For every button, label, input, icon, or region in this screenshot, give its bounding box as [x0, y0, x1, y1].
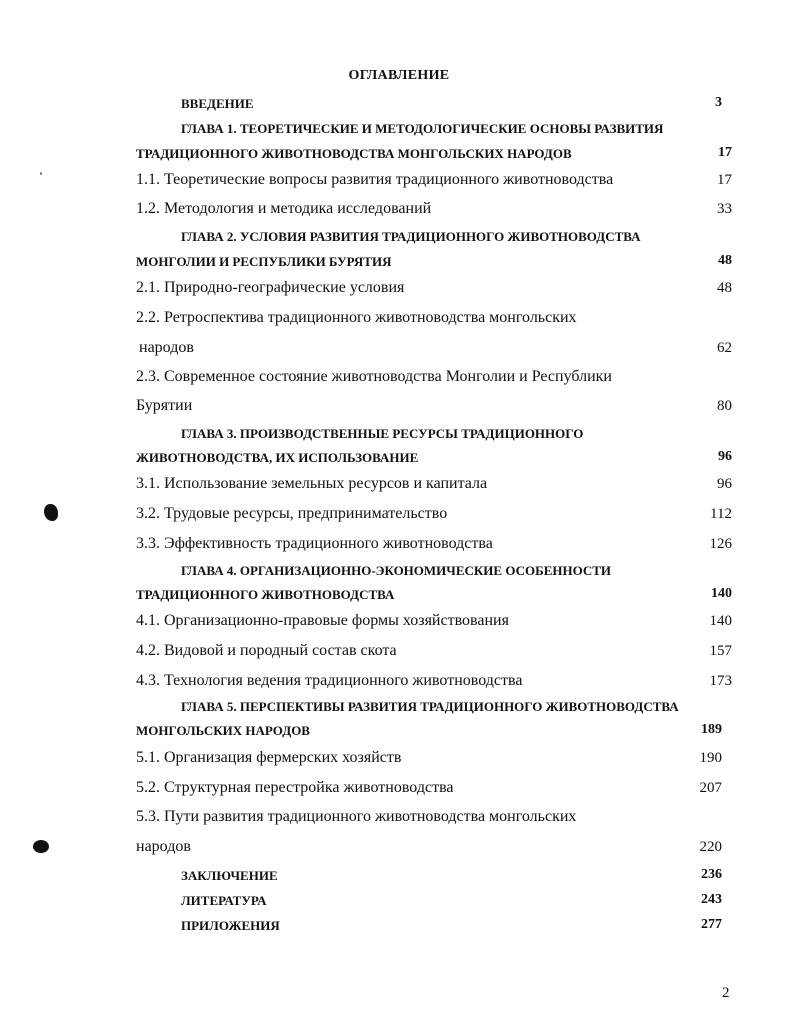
- toc-ch4-page: 140: [711, 586, 732, 601]
- toc-ch3-page: 96: [718, 449, 732, 464]
- toc-intro-page: 3: [715, 95, 722, 110]
- toc-s33-text: 3.3. Эффективность традиционного животноводства: [136, 535, 493, 552]
- toc-s23-line2: Бурятии: [136, 397, 193, 414]
- toc-s23-page: 80: [717, 398, 732, 414]
- toc-s53-page: 220: [699, 839, 722, 855]
- toc-s43-text: 4.3. Технология ведения традиционного животноводства: [136, 672, 523, 689]
- toc-appendix-page: 277: [701, 917, 722, 932]
- toc-s12-page: 33: [717, 201, 732, 217]
- toc-literature-label: ЛИТЕРАТУРА: [181, 893, 267, 908]
- toc-ch4-line1: ГЛАВА 4. ОРГАНИЗАЦИОННО-ЭКОНОМИЧЕСКИЕ ОСОБЕННОСТИ: [181, 563, 612, 578]
- toc-ch5-page: 189: [701, 722, 722, 737]
- toc-s31-page: 96: [717, 476, 732, 492]
- toc-ch2-line2: МОНГОЛИИ И РЕСПУБЛИКИ БУРЯТИЯ: [136, 254, 392, 269]
- toc-ch1-page: 17: [718, 145, 732, 160]
- toc-ch1-line1: ГЛАВА 1. ТЕОРЕТИЧЕСКИЕ И МЕТОДОЛОГИЧЕСКИЕ ОСНОВЫ РАЗВИТИЯ: [181, 121, 664, 136]
- toc-s12-text: 1.2. Методология и методика исследований: [136, 200, 432, 217]
- toc-literature-page: 243: [701, 892, 722, 907]
- toc-ch5-line1: ГЛАВА 5. ПЕРСПЕКТИВЫ РАЗВИТИЯ ТРАДИЦИОННОГО ЖИВОТНОВОДСТВА: [181, 699, 679, 714]
- scan-speck: [40, 172, 42, 175]
- toc-s32-page: 112: [710, 506, 732, 522]
- toc-s23-line1: 2.3. Современное состояние животноводства Монголии и Республики: [136, 368, 612, 385]
- toc-s53-line1: 5.3. Пути развития традиционного животноводства монгольских: [136, 808, 577, 825]
- toc-s22-line2: народов: [139, 339, 194, 356]
- toc-s41-text: 4.1. Организационно-правовые формы хозяйствования: [136, 612, 509, 629]
- toc-s42-text: 4.2. Видовой и породный состав скота: [136, 642, 397, 659]
- toc-ch4-line2: ТРАДИЦИОННОГО ЖИВОТНОВОДСТВА: [136, 587, 395, 602]
- toc-ch2-line1: ГЛАВА 2. УСЛОВИЯ РАЗВИТИЯ ТРАДИЦИОННОГО ЖИВОТНОВОДСТВА: [181, 229, 641, 244]
- toc-s52-page: 207: [699, 780, 722, 796]
- toc-s51-page: 190: [699, 750, 722, 766]
- toc-s21-text: 2.1. Природно-географические условия: [136, 279, 405, 296]
- toc-s21-page: 48: [717, 280, 732, 296]
- scan-blot-upper: [44, 504, 58, 521]
- page-number: 2: [722, 985, 730, 1001]
- toc-s53-line2: народов: [136, 838, 191, 855]
- toc-s32-text: 3.2. Трудовые ресурсы, предпринимательство: [136, 505, 448, 522]
- scan-blot-lower: [33, 840, 49, 853]
- toc-intro-label: ВВЕДЕНИЕ: [181, 96, 254, 111]
- toc-s22-line1: 2.2. Ретроспектива традиционного животноводства монгольских: [136, 309, 577, 326]
- toc-appendix-label: ПРИЛОЖЕНИЯ: [181, 918, 280, 933]
- toc-s52-text: 5.2. Структурная перестройка животноводства: [136, 779, 454, 796]
- toc-s11-page: 17: [717, 172, 732, 188]
- toc-s41-page: 140: [709, 613, 732, 629]
- toc-s11-text: 1.1. Теоретические вопросы развития традиционного животноводства: [136, 171, 614, 188]
- toc-s33-page: 126: [709, 536, 732, 552]
- toc-ch3-line2: ЖИВОТНОВОДСТВА, ИХ ИСПОЛЬЗОВАНИЕ: [136, 450, 419, 465]
- toc-s43-page: 173: [709, 673, 732, 689]
- toc-ch1-line2: ТРАДИЦИОННОГО ЖИВОТНОВОДСТВА МОНГОЛЬСКИХ НАРОДОВ: [136, 146, 572, 161]
- toc-s22-page: 62: [717, 340, 732, 356]
- toc-s42-page: 157: [709, 643, 732, 659]
- toc-ch5-line2: МОНГОЛЬСКИХ НАРОДОВ: [136, 723, 310, 738]
- toc-title: ОГЛАВЛЕНИЕ: [348, 68, 450, 83]
- toc-ch2-page: 48: [718, 253, 732, 268]
- toc-conclusion-label: ЗАКЛЮЧЕНИЕ: [181, 868, 278, 883]
- toc-s51-text: 5.1. Организация фермерских хозяйств: [136, 749, 402, 766]
- toc-ch3-line1: ГЛАВА 3. ПРОИЗВОДСТВЕННЫЕ РЕСУРСЫ ТРАДИЦИОННОГО: [181, 426, 584, 441]
- toc-conclusion-page: 236: [701, 867, 722, 882]
- toc-s31-text: 3.1. Использование земельных ресурсов и капитала: [136, 475, 488, 492]
